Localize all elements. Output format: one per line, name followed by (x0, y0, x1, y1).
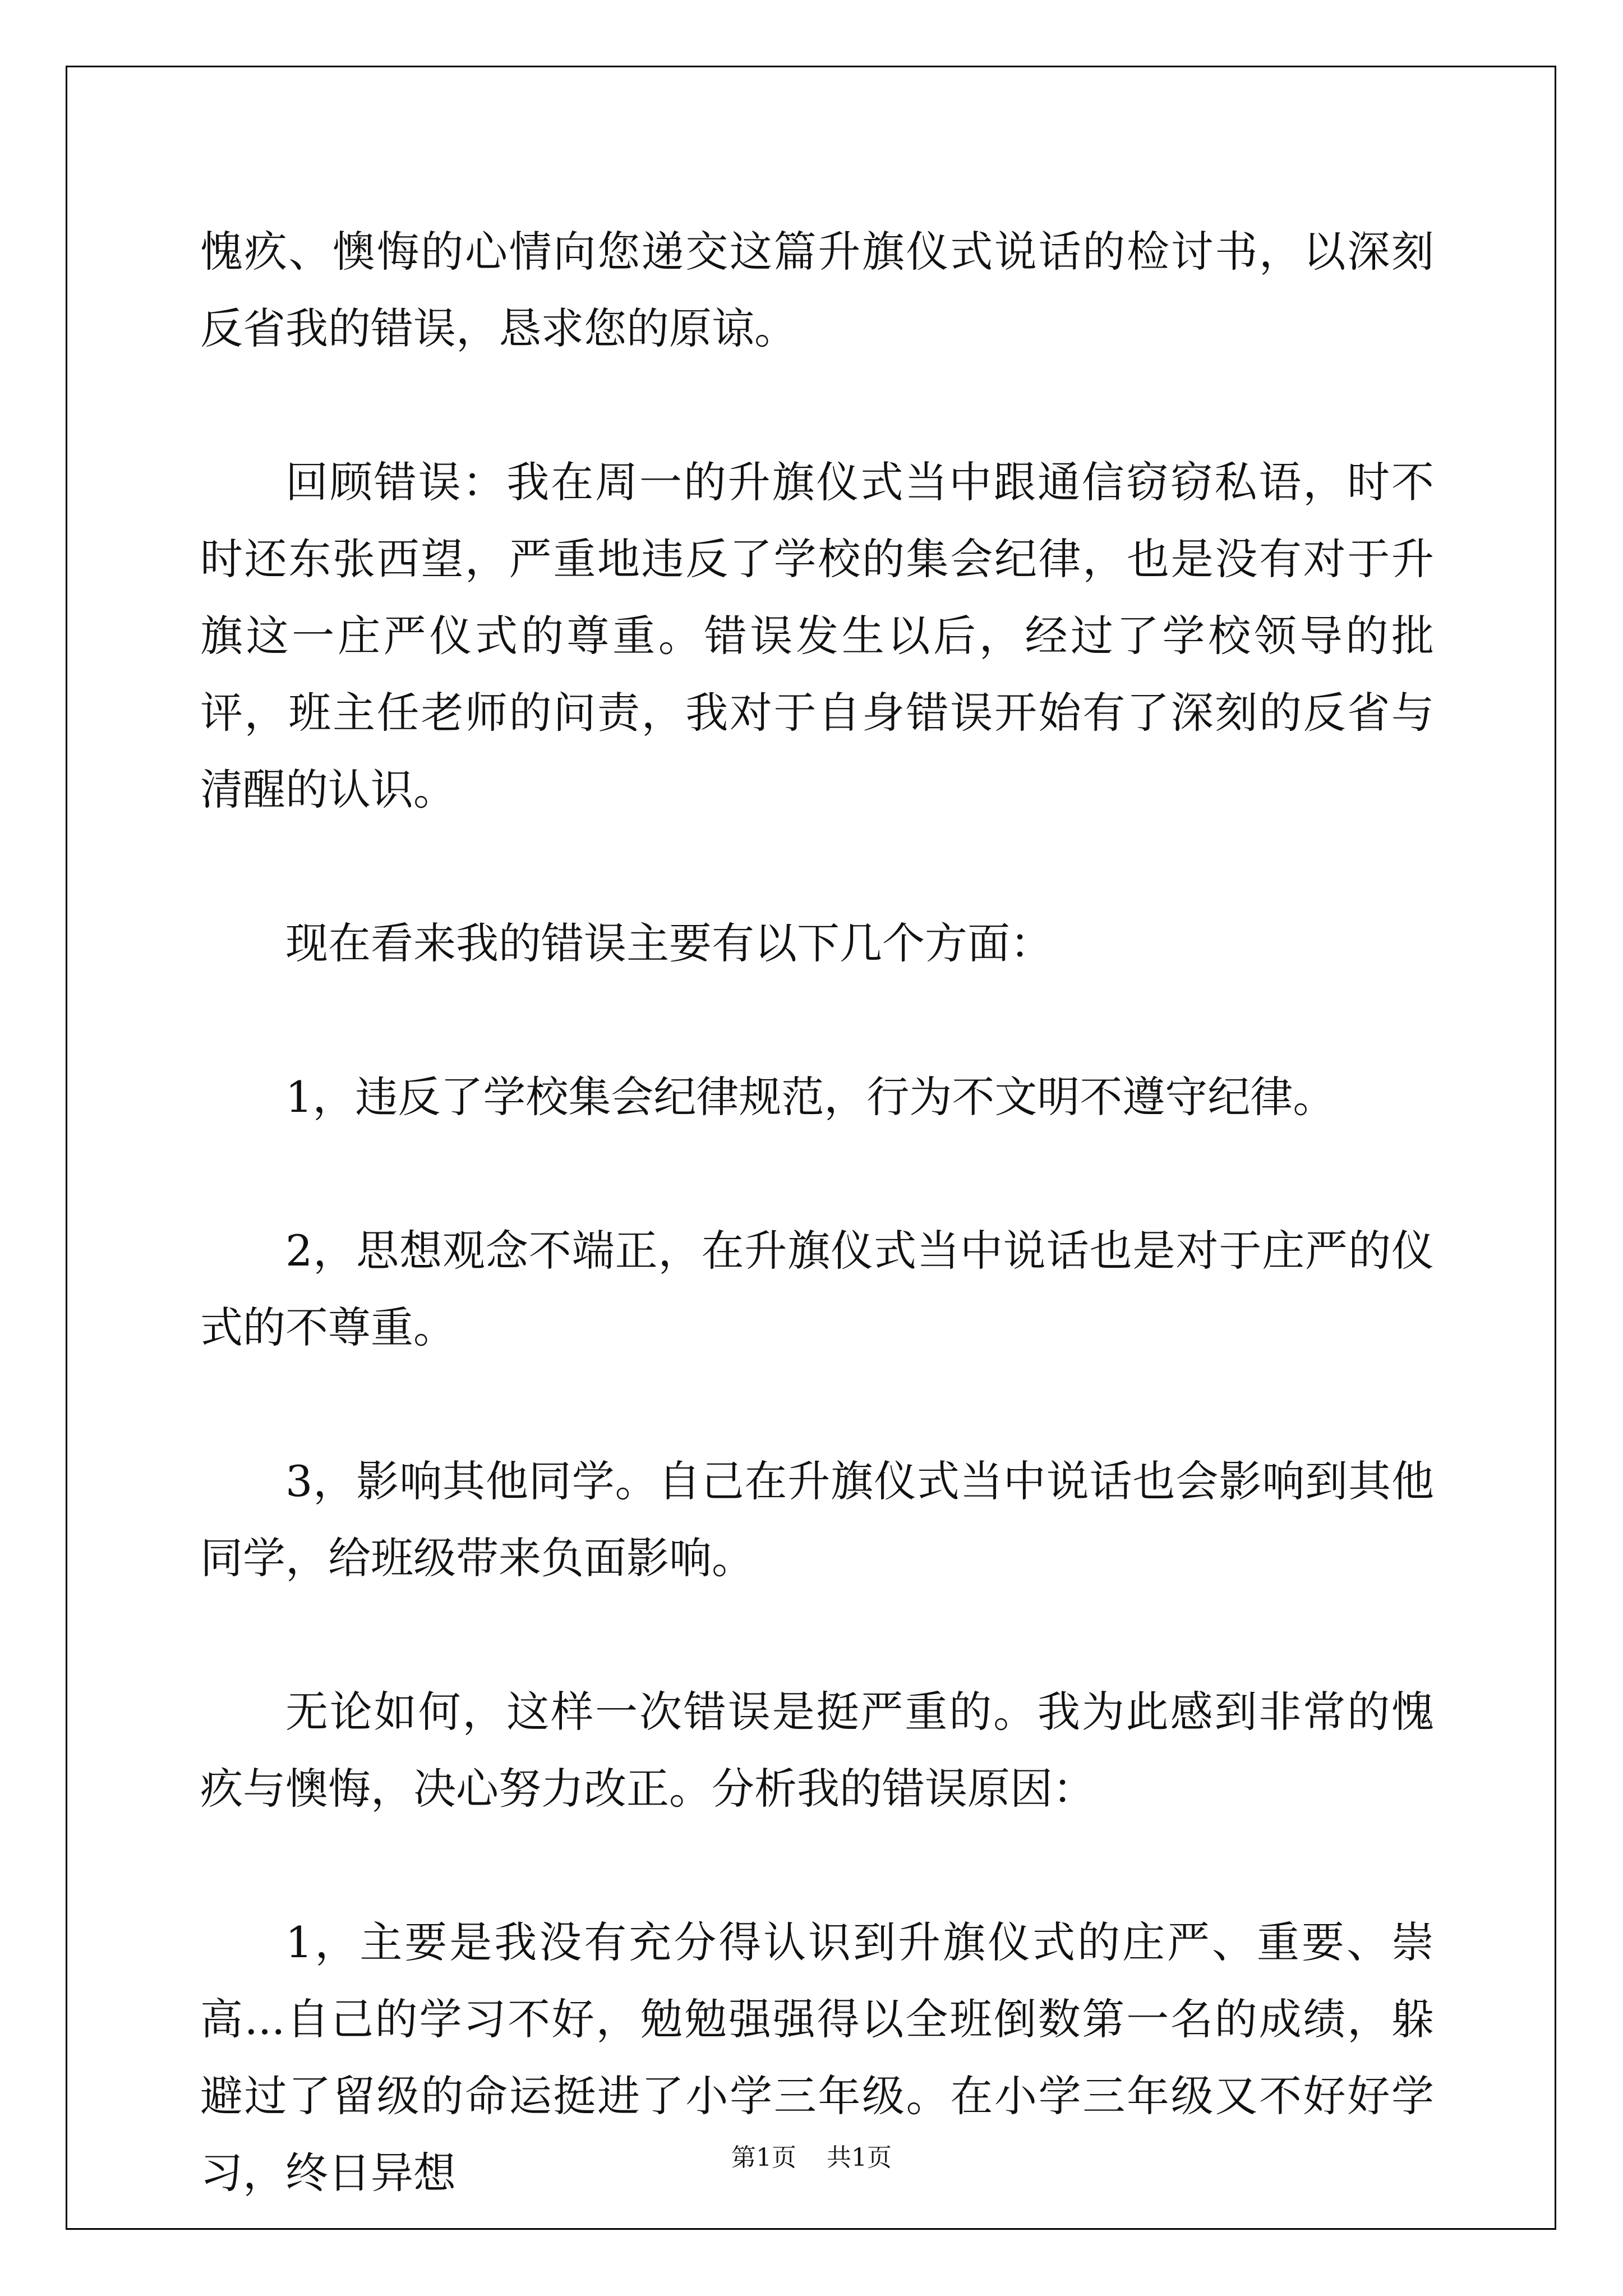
paragraph-1: 愧疚、懊悔的心情向您递交这篇升旗仪式说话的检讨书，以深刻反省我的错误，恳求您的原谅。 (200, 227, 1434, 353)
page-total: 共1页 (827, 2143, 892, 2172)
paragraph-6: 3，影响其他同学。自己在升旗仪式当中说话也会影响到其他同学，给班级带来负面影响。 (200, 1456, 1434, 1583)
paragraph-5: 2，思想观念不端正，在升旗仪式当中说话也是对于庄严的仪式的不尊重。 (200, 1226, 1434, 1352)
paragraph-8: 1，主要是我没有充分得认识到升旗仪式的庄严、重要、崇高...自己的学习不好，勉勉强强得以全班倒数第一名的成绩，躲避过了留级的命运挺进了小学三年级。在小学三年级又不好好学习，终日异想 (200, 1917, 1434, 2198)
document-body (200, 213, 1434, 2211)
page-number: 第1页 (731, 2143, 796, 2172)
page-footer (0, 2137, 1623, 2173)
paragraph-7: 无论如何，这样一次错误是挺严重的。我为此感到非常的愧疚与懊悔，决心努力改正。分析我的错误原因： (200, 1687, 1434, 1814)
paragraph-3: 现在看来我的错误主要有以下几个方面： (285, 918, 1053, 968)
paragraph-4: 1，违反了学校集会纪律规范，行为不文明不遵守纪律。 (285, 1072, 1336, 1122)
paragraph-2: 回顾错误：我在周一的升旗仪式当中跟通信窃窃私语，时不时还东张西望，严重地违反了学校的集会纪律，也是没有对于升旗这一庄严仪式的尊重。错误发生以后，经过了学校领导的批评，班主任老师的问责，我对于自身错误开始有了深刻的反省与清醒的认识。 (200, 457, 1434, 815)
